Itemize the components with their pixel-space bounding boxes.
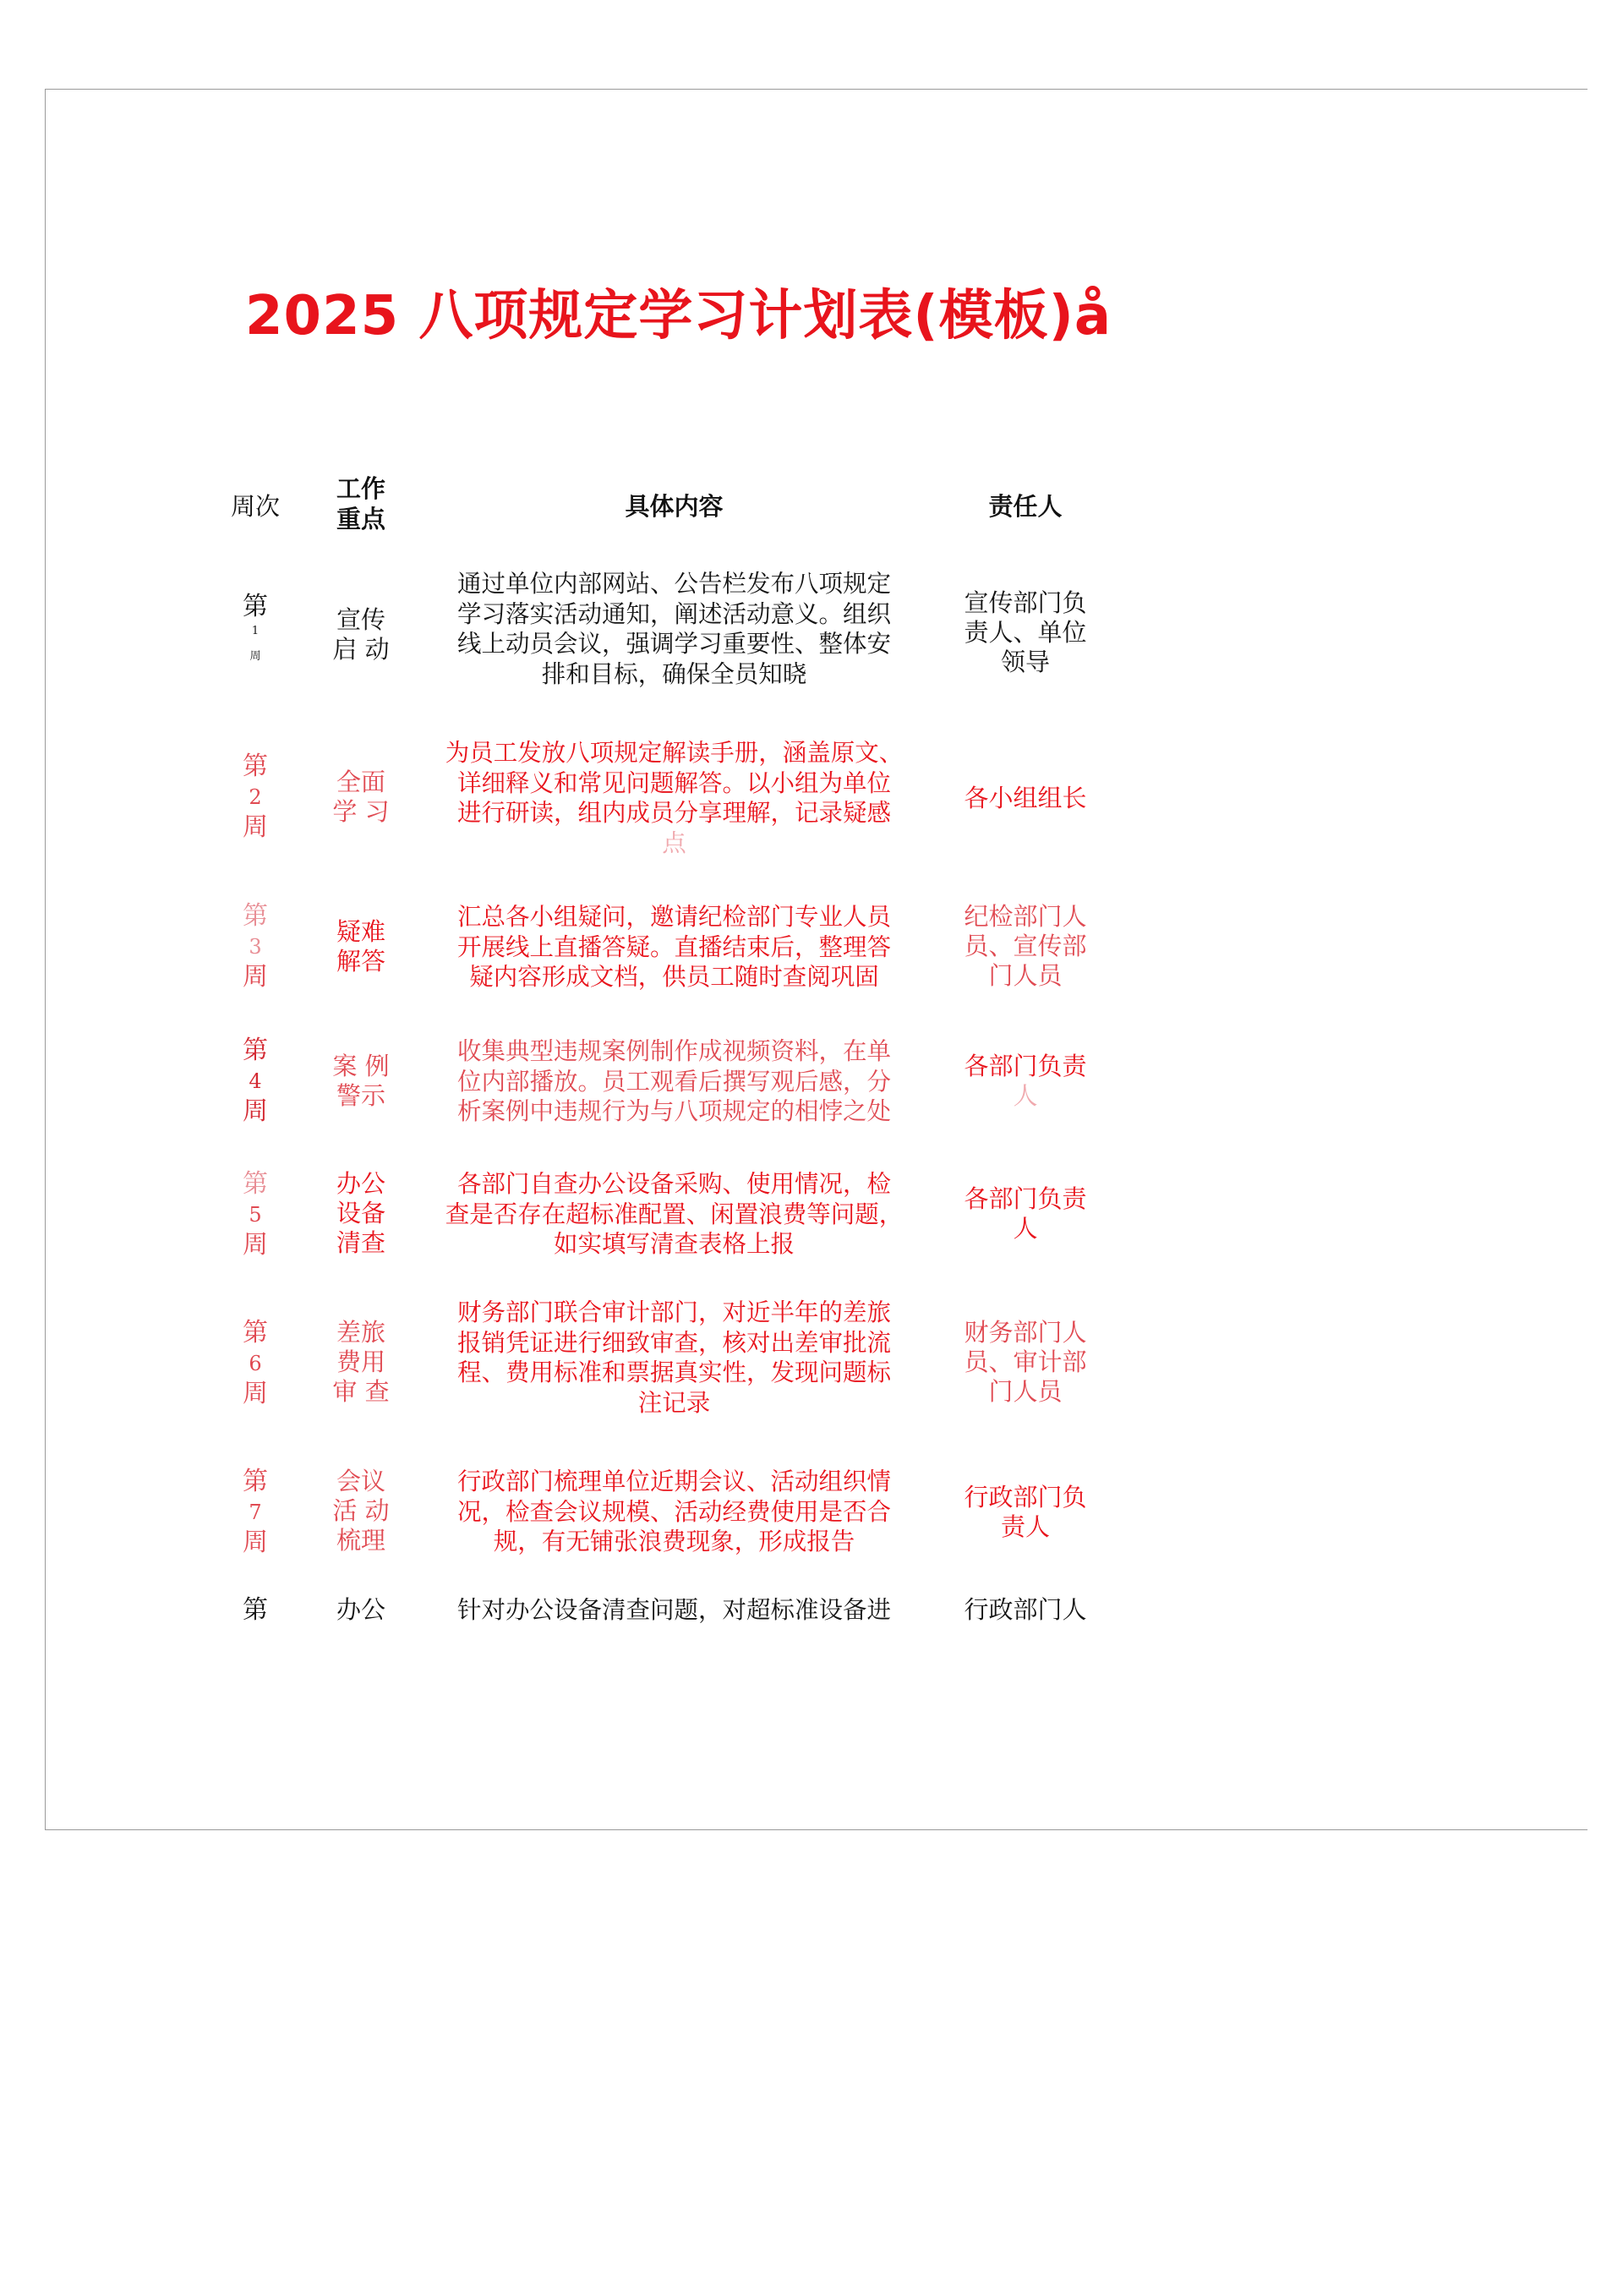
header-focus: [324, 473, 398, 534]
table-row-3-week: 第 3 周: [243, 901, 268, 992]
header-owner: 责任人: [988, 492, 1063, 521]
table-row-3-focus: 疑难 解答: [336, 917, 385, 976]
table-row-7-focus: 会议 活 动 梳理: [332, 1467, 390, 1555]
table-row-6-focus: 差旅 费用 审 查: [332, 1318, 390, 1406]
table-row-7-content: 行政部门梳理单位近期会议、活动组织情 况，检查会议规模、活动经费使用是否合 规，有无铺张浪费现象，形成报告: [456, 1468, 891, 1555]
table-row-2-week: 第 2 周: [243, 752, 268, 842]
table-row-2-owner: 各小组组长: [964, 784, 1087, 812]
document-title: 2025 八项规定学习计划表(模板)å: [245, 285, 1112, 347]
table-row-5-content: 各部门自查办公设备采购、使用情况，检 查是否存在超标准配置、闲置浪费等问题， 如实填写清查表格上报: [445, 1170, 904, 1258]
table-row-6-owner: 财务部门人 员、审计部 门人员: [964, 1318, 1087, 1406]
table-row-2-focus: 全面 学 习: [332, 768, 390, 826]
table-row-6-content: 财务部门联合审计部门，对近半年的差旅 报销凭证进行细致审查，核对出差审批流 程、费用标准和票据真实性，发现问题标 注记录: [456, 1298, 891, 1417]
table-row-4-owner: 各部门负责 人: [964, 1052, 1087, 1110]
header-focus-line2: 重点: [336, 505, 385, 533]
table-row-5-week: 第 5 周: [243, 1169, 268, 1260]
table-row-1-content: 通过单位内部网站、公告栏发布八项规定 学习落实活动通知，阐述活动意义。组织 线上动员会议，强调学习重要性、整体安 排和目标，确保全员知晓: [456, 570, 891, 688]
table-row-4-focus: 案 例 警示: [332, 1052, 390, 1110]
header-week: 周次: [230, 492, 280, 521]
table-row-5-focus: 办公 设备 清查: [336, 1169, 385, 1257]
table-row-2-content: 为员工发放八项规定解读手册，涵盖原文、 详细释义和常见问题解答。以小组为单位 进行研读，组内成员分享理解，记录疑感 点: [445, 739, 904, 857]
table-row-5-owner: 各部门负责 人: [964, 1184, 1087, 1243]
table-row-8-content: 针对办公设备清查问题，对超标准设备进: [456, 1596, 891, 1624]
table-row-8-owner: 行政部门人: [964, 1595, 1087, 1624]
table-row-8-focus: 办公: [336, 1595, 385, 1624]
table-row-3-content: 汇总各小组疑问，邀请纪检部门专业人员 开展线上直播答疑。直播结束后，整理答 疑内容形成文档，供员工随时查阅巩固: [456, 903, 891, 991]
header-content: 具体内容: [625, 492, 724, 521]
table-row-7-week: 第 7 周: [243, 1467, 268, 1557]
table-row-7-owner: 行政部门负 责人: [964, 1483, 1087, 1541]
table-row-4-week: 第 4 周: [243, 1036, 268, 1126]
table-row-8-week: 第: [243, 1595, 268, 1625]
table-row-4-content: 收集典型违规案例制作成视频资料，在单 位内部播放。员工观看后撰写观后感，分 析案例中违规行为与八项规定的相悖之处: [456, 1037, 891, 1125]
header-focus-line1: 工作: [336, 474, 385, 503]
table-row-1-week: 第 1 周: [243, 592, 268, 663]
table-row-3-owner: 纪检部门人 员、宣传部 门人员: [964, 902, 1087, 990]
table-row-1-focus: 宣传 启 动: [332, 605, 390, 664]
table-row-6-week: 第 6 周: [243, 1318, 268, 1408]
table-row-1-owner: 宣传部门负 责人、单位 领导: [964, 588, 1087, 676]
